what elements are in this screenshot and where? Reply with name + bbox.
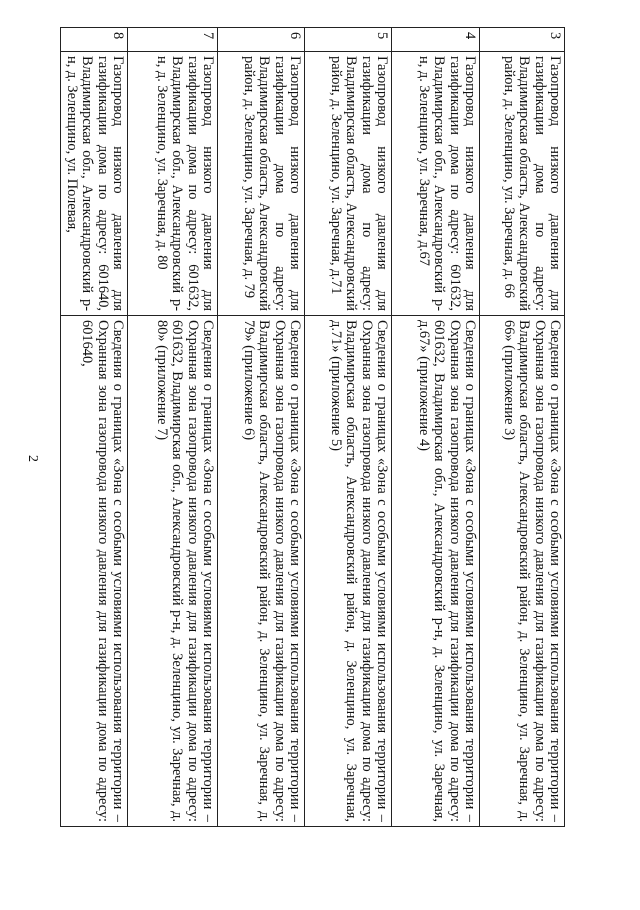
zone-info-cell: Сведения о границах «Зона с особыми условиями использования территории – Охранная зона газопровода низкого давления для газификации дома по адресу: 601632, Владимирская обл., Александровский р-н, д. Зеленцино, ул. Заречная, д.67» (приложение 4)	[392, 316, 480, 827]
table-row	[480, 28, 565, 827]
pipeline-object-cell: Газопровод низкого давления для газификации дома по адресу: 601632, Владимирская обл., Александровский р-н, д. Зеленцино, ул. Заречная, д. 80	[128, 52, 218, 316]
row-number: 3	[480, 28, 565, 52]
zone-info-cell: Сведения о границах «Зона с особыми условиями использования территории – Охранная зона газопровода низкого давления для газификации дома по адресу: 601632, Владимирская обл., Александровский р-н, д. Зеленцино, ул. Заречная, д. 80» (приложение 7)	[128, 316, 218, 827]
table-row	[61, 28, 128, 827]
zone-info-cell: Сведения о границах «Зона с особыми условиями использования территории – Охранная зона газопровода низкого давления для газификации дома по адресу: Владимирская область, Александровский район, д. Зеленцино, ул. Заречная, д.71» (приложение 5)	[305, 316, 392, 827]
pipeline-object-cell: Газопровод низкого давления для газификации дома по адресу: Владимирская область, Александровский район, д. Зеленцино, ул. Заречная, д. 66	[480, 52, 565, 316]
table-row	[392, 28, 480, 827]
row-number: 5	[305, 28, 392, 52]
rotated-page-content	[65, 27, 565, 827]
row-number: 7	[128, 28, 218, 52]
zone-info-cell: Сведения о границах «Зона с особыми условиями использования территории – Охранная зона газопровода низкого давления для газификации дома по адресу: Владимирская область, Александровский район, д. Зеленцино, ул. Заречная, д. 66» (приложение 3)	[480, 316, 565, 827]
pipeline-object-cell: Газопровод низкого давления для газификации дома по адресу: Владимирская область, Александровский район, д. Зеленцино, ул. Заречная, д. 79	[218, 52, 305, 316]
row-number: 4	[392, 28, 480, 52]
page-number: 2	[25, 455, 40, 462]
row-number: 6	[218, 28, 305, 52]
table-row	[128, 28, 218, 827]
pipeline-object-cell: Газопровод низкого давления для газификации дома по адресу: 601632, Владимирская обл., Александровский р-н, д. Зеленцино, ул. Заречная, д.67	[392, 52, 480, 316]
table-row	[305, 28, 392, 827]
gas-pipeline-zones-table	[60, 27, 565, 827]
zone-info-cell: Сведения о границах «Зона с особыми условиями использования территории – Охранная зона газопровода низкого давления для газификации дома по адресу: 601640,	[61, 316, 128, 827]
row-number: 8	[61, 28, 128, 52]
zone-info-cell: Сведения о границах «Зона с особыми условиями использования территории – Охранная зона газопровода низкого давления для газификации дома по адресу: Владимирская область, Александровский район, д. Зеленцино, ул. Заречная, д. 79» (приложение 6)	[218, 316, 305, 827]
table-row	[218, 28, 305, 827]
pipeline-object-cell: Газопровод низкого давления для газификации дома по адресу: 601640, Владимирская обл., Александровский р-н, д. Зеленцино, ул. Полевая,	[61, 52, 128, 316]
pipeline-object-cell: Газопровод низкого давления для газификации дома по адресу: Владимирская область, Александровский район, д. Зеленцино, ул. Заречная, д.71	[305, 52, 392, 316]
